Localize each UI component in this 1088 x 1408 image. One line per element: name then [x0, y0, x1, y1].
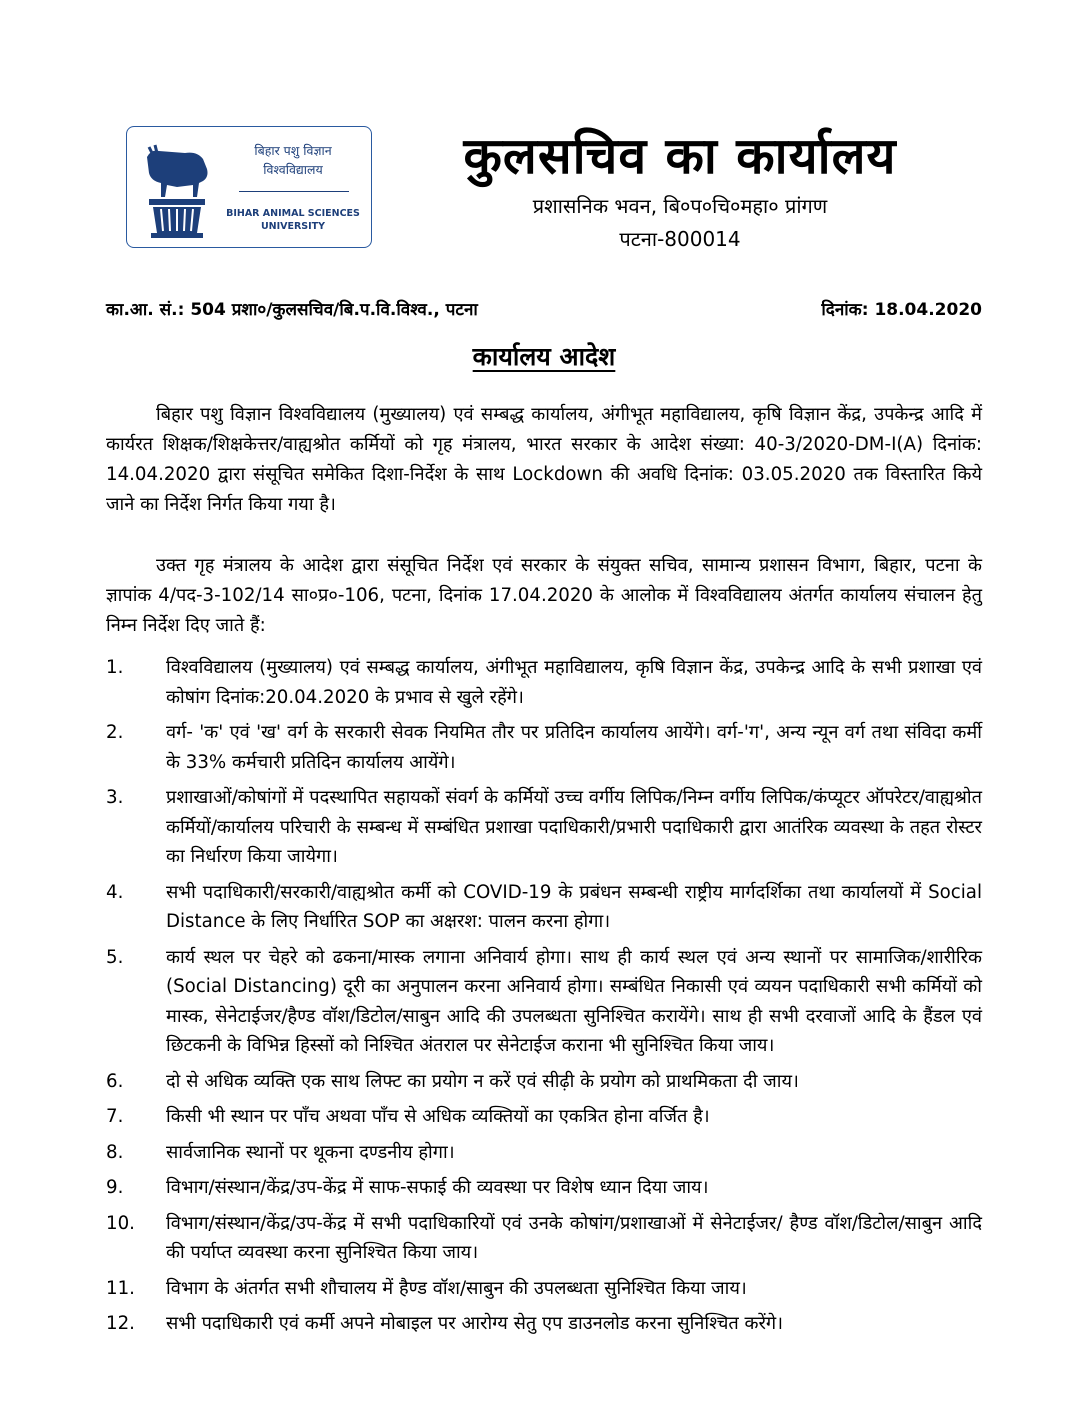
list-item [106, 878, 982, 937]
address-line-1: प्रशासनिक भवन, बि०प०चि०महा० प्रांगण [532, 194, 828, 218]
address-line-2: पटना-800014 [619, 227, 741, 251]
item-number: 7. [106, 1106, 124, 1127]
logo-divider [239, 191, 349, 192]
list-item [106, 783, 982, 872]
item-number: 4. [106, 881, 124, 903]
reference-line [106, 296, 982, 324]
item-text: विभाग/संस्थान/केंद्र/उप-केंद्र में सभी पदाधिकारियों एवं उनके कोषांग/प्रशाखाओं में सेनेटाईजर/ हैण्ड वॉश/डिटोल/साबुन आदि की पर्याप्त व्यवस्था करना सुनिश्चित किया जाय। [166, 1212, 982, 1263]
item-text: प्रशाखाओं/कोषांगों में पदस्थापित सहायकों संवर्ग के कर्मियों उच्च वर्गीय लिपिक/निम्न वर्गीय लिपिक/कंप्यूटर ऑपरेटर/वाह्यश्रोत कर्मियों/कार्यालय परिचारी के सम्बन्ध में सम्बंधित प्रशाखा पदाधिकारी/प्रभारी पदाधिकारी द्वारा आतंरिक व्यवस्था के तहत रोस्टर का निर्धारण किया जायेगा। [166, 787, 982, 867]
item-number: 6. [106, 1070, 124, 1092]
item-number: 9. [106, 1177, 124, 1198]
logo-english-name [219, 207, 367, 233]
item-number: 8. [106, 1141, 124, 1163]
reference-number: का.आ. सं.: 504 प्रशा०/कुलसचिव/बि.प.वि.विश्व., पटना [106, 300, 478, 320]
order-date: दिनांक: 18.04.2020 [821, 300, 982, 320]
logo-english-line1: BIHAR ANIMAL SCIENCES [226, 208, 360, 219]
item-text: वर्ग- 'क' एवं 'ख' वर्ग के सरकारी सेवक नियमित तौर पर प्रतिदिन कार्यालय आयेंगे। वर्ग-'ग', अन्य न्यून वर्ग तथा संविदा कर्मी के 33% कर्मचारी प्रतिदिन कार्यालय आयेंगे। [166, 722, 982, 773]
item-number: 10. [106, 1212, 135, 1234]
item-number: 5. [106, 946, 124, 968]
list-item [106, 943, 982, 1061]
item-number: 3. [106, 787, 124, 808]
item-number: 11. [106, 1277, 135, 1299]
item-number: 12. [106, 1313, 135, 1334]
item-text: किसी भी स्थान पर पाँच अथवा पाँच से अधिक व्यक्तियों का एकत्रित होना वर्जित है। [166, 1106, 710, 1127]
logo-hindi-name [223, 141, 363, 179]
item-text: विभाग के अंतर्गत सभी शौचालय में हैण्ड वॉश/साबुन की उपलब्धता सुनिश्चित किया जाय। [166, 1277, 747, 1299]
item-text: सभी पदाधिकारी एवं कर्मी अपने मोबाइल पर आरोग्य सेतु एप डाउनलोड करना सुनिश्चित करेंगे। [166, 1313, 784, 1334]
item-text: विभाग/संस्थान/केंद्र/उप-केंद्र में साफ-सफाई की व्यवस्था पर विशेष ध्यान दिया जाय। [166, 1177, 709, 1198]
item-text: सार्वजानिक स्थानों पर थूकना दण्डनीय होगा। [166, 1141, 455, 1163]
intro-paragraph-1: बिहार पशु विज्ञान विश्वविद्यालय (मुख्यालय) एवं सम्बद्ध कार्यालय, अंगीभूत महाविद्यालय, कृषि विज्ञान केंद्र, उपकेन्द्र आदि में कार्यरत शिक्षक/शिक्षकेत्तर/वाह्यश्रोत कर्मियों को गृह मंत्रालय, भारत सरकार के आदेश संख्या: 40-3/2020-DM-I(A) दिनांक: 14.04.2020 द्वारा संसूचित समेकित दिशा-निर्देश के साथ Lockdown की अवधि दिनांक: 03.05.2020 तक विस्तारित किये जाने का निर्देश निर्गत किया गया है। [106, 404, 982, 515]
item-number: 1. [106, 657, 124, 678]
logo-hindi-line1: बिहार पशु विज्ञान [254, 143, 332, 158]
item-text: कार्य स्थल पर चेहरे को ढकना/मास्क लगाना अनिवार्य होगा। साथ ही कार्य स्थल एवं अन्य स्थानों पर सामाजिक/शारीरिक (Social Distancing) दूरी का अनुपालन करना अनिवार्य होगा। सम्बंधित निकासी एवं व्ययन पदाधिकारी सभी कर्मियों को मास्क, सेनेटाईजर/हैण्ड वॉश/डिटोल/साबुन आदि की उपलब्धता सुनिश्चित करायेंगे। साथ ही सभी दरवाजों आदि के हैंडल एवं छिटकनी के विभिन्न हिस्सों को निश्चित अंतराल पर सेनेटाईज कराना भी सुनिश्चित किया जाय। [166, 946, 983, 1056]
item-text: विश्वविद्यालय (मुख्यालय) एवं सम्बद्ध कार्यालय, अंगीभूत महाविद्यालय, कृषि विज्ञान केंद्र, उपकेन्द्र आदि के सभी प्रशाखा एवं कोषांग दिनांक:20.04.2020 के प्रभाव से खुले रहेंगे। [166, 657, 982, 708]
item-text: सभी पदाधिकारी/सरकारी/वाह्यश्रोत कर्मी को COVID-19 के प्रबंधन सम्बन्धी राष्ट्रीय मार्गदर्शिका तथा कार्यालयों में Social Distance के लिए निर्धारित SOP का अक्षरश: पालन करना होगा। [166, 881, 982, 932]
item-text: दो से अधिक व्यक्ति एक साथ लिफ्ट का प्रयोग न करें एवं सीढ़ी के प्रयोग को प्राथमिकता दी जाय। [166, 1070, 799, 1092]
list-item [106, 1067, 982, 1097]
order-title [0, 337, 1088, 377]
university-logo [126, 126, 372, 248]
order-title-text: कार्यालय आदेश [472, 342, 616, 371]
list-item [106, 1209, 982, 1268]
item-number: 2. [106, 722, 124, 743]
list-item [106, 1274, 982, 1304]
bull-emblem-icon [137, 135, 217, 241]
intro-paragraph-2: उक्त गृह मंत्रालय के आदेश द्वारा संसूचित निर्देश एवं सरकार के संयुक्त सचिव, सामान्य प्रशासन विभाग, बिहार, पटना के ज्ञापांक 4/पद-3-102/14 सा०प्र०-106, पटना, दिनांक 17.04.2020 के आलोक में विश्वविद्यालय अंतर्गत कार्यालय संचालन हेतु निम्न निर्देश दिए जाते हैं: [106, 555, 982, 636]
office-title: कुलसचिव का कार्यालय [463, 127, 897, 185]
list-item [106, 718, 982, 777]
list-item [106, 1309, 982, 1339]
list-item [106, 653, 982, 712]
list-item [106, 1138, 982, 1168]
directive-list [106, 653, 982, 1345]
logo-hindi-line2: विश्वविद्यालय [263, 162, 323, 177]
list-item [106, 1102, 982, 1132]
list-item [106, 1173, 982, 1203]
logo-english-line2: UNIVERSITY [260, 221, 326, 232]
